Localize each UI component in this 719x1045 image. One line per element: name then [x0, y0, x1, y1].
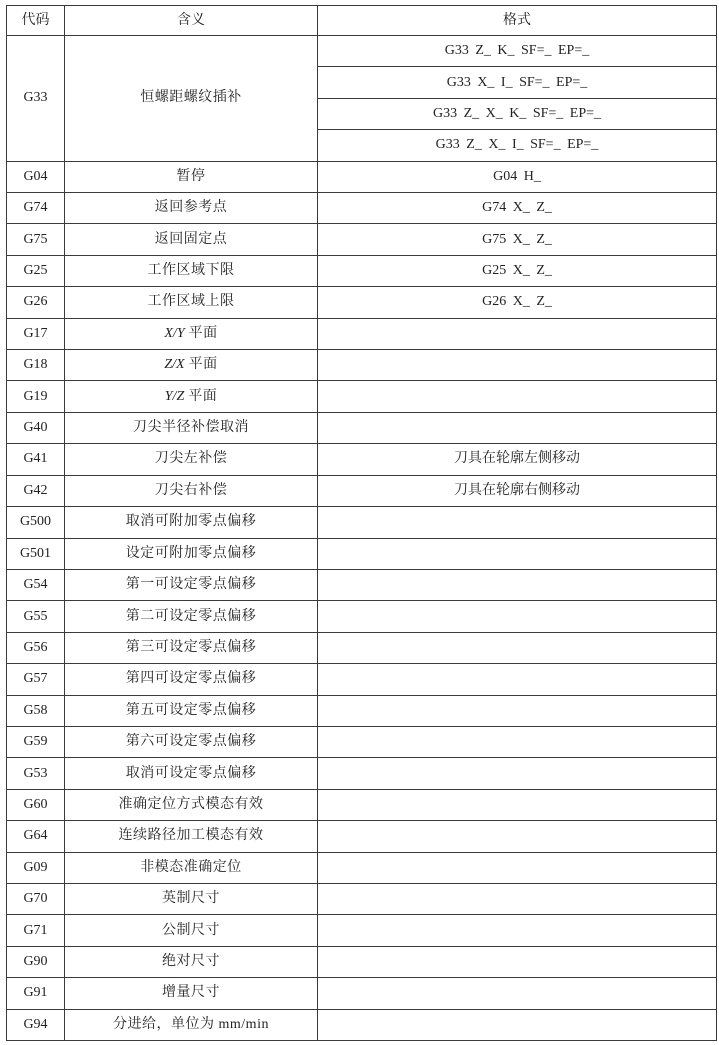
format-cell: [318, 978, 717, 1009]
format-cell: 刀具在轮廓左侧移动: [318, 444, 717, 475]
table-row: [7, 821, 717, 852]
format-cell: [318, 538, 717, 569]
format-cell: [318, 569, 717, 600]
format-cell: [318, 883, 717, 914]
code-cell: G500: [7, 507, 65, 538]
code-cell: G18: [7, 350, 65, 381]
header-code: 代码: [7, 6, 65, 36]
format-cell: [318, 915, 717, 946]
code-cell: G55: [7, 601, 65, 632]
code-cell: G64: [7, 821, 65, 852]
format-cell: [318, 318, 717, 349]
format-cell: [318, 758, 717, 789]
table-row: [7, 255, 717, 286]
meaning-cell: 绝对尺寸: [65, 946, 318, 977]
table-row: [7, 287, 717, 318]
table-row: [7, 475, 717, 506]
meaning-cell: 非模态准确定位: [65, 852, 318, 883]
table-row: [7, 193, 717, 224]
format-cell: [318, 821, 717, 852]
meaning-cell: 刀尖左补偿: [65, 444, 318, 475]
code-cell: G501: [7, 538, 65, 569]
format-cell: [318, 1009, 717, 1040]
meaning-cell: 第四可设定零点偏移: [65, 664, 318, 695]
table-row: [7, 883, 717, 914]
code-cell: G25: [7, 255, 65, 286]
format-cell: [318, 695, 717, 726]
code-cell: G09: [7, 852, 65, 883]
table-row: [7, 381, 717, 412]
code-cell: G57: [7, 664, 65, 695]
table-row: [7, 1009, 717, 1040]
code-cell: G74: [7, 193, 65, 224]
meaning-cell: 第一可设定零点偏移: [65, 569, 318, 600]
code-cell: G42: [7, 475, 65, 506]
table-body: [7, 36, 717, 1041]
format-cell: [318, 601, 717, 632]
code-cell: G71: [7, 915, 65, 946]
meaning-cell: 第二可设定零点偏移: [65, 601, 318, 632]
meaning-cell: [65, 381, 318, 412]
meaning-cell: 第三可设定零点偏移: [65, 632, 318, 663]
format-cell: G04 H_: [318, 161, 717, 192]
format-cell: [318, 946, 717, 977]
format-cell: G33 X_ I_ SF=_ EP=_: [318, 67, 717, 98]
format-cell: [318, 664, 717, 695]
table-row: [7, 507, 717, 538]
format-cell: [318, 726, 717, 757]
table-row: [7, 444, 717, 475]
table-row: [7, 946, 717, 977]
format-cell: G33 Z_ X_ K_ SF=_ EP=_: [318, 98, 717, 129]
code-cell: G33: [7, 36, 65, 162]
code-cell: G40: [7, 412, 65, 443]
table-row: [7, 915, 717, 946]
meaning-cell: 恒螺距螺纹插补: [65, 36, 318, 162]
meaning-text: 平面: [188, 325, 218, 341]
meaning-axes: Y/Z: [164, 388, 185, 404]
table-row: [7, 726, 717, 757]
table-row: [7, 978, 717, 1009]
meaning-cell: 暂停: [65, 161, 318, 192]
code-cell: G91: [7, 978, 65, 1009]
format-cell: G75 X_ Z_: [318, 224, 717, 255]
table-row: [7, 224, 717, 255]
format-cell: [318, 507, 717, 538]
code-cell: G75: [7, 224, 65, 255]
meaning-cell: 刀尖右补偿: [65, 475, 318, 506]
table-row: [7, 601, 717, 632]
code-cell: G59: [7, 726, 65, 757]
table-row: [7, 318, 717, 349]
meaning-cell: 英制尺寸: [65, 883, 318, 914]
meaning-text: 平面: [188, 388, 218, 404]
meaning-axes: Z/X: [164, 357, 185, 373]
format-cell: [318, 412, 717, 443]
table-row: [7, 695, 717, 726]
meaning-cell: 取消可设定零点偏移: [65, 758, 318, 789]
header-meaning: 含义: [65, 6, 318, 36]
format-cell: [318, 381, 717, 412]
meaning-cell: 分进给，单位为 mm/min: [65, 1009, 318, 1040]
meaning-axes: X/Y: [164, 325, 185, 341]
meaning-cell: 设定可附加零点偏移: [65, 538, 318, 569]
meaning-cell: 公制尺寸: [65, 915, 318, 946]
format-cell: G74 X_ Z_: [318, 193, 717, 224]
meaning-cell: 工作区域上限: [65, 287, 318, 318]
format-cell: G26 X_ Z_: [318, 287, 717, 318]
meaning-cell: [65, 318, 318, 349]
meaning-cell: [65, 350, 318, 381]
code-cell: G60: [7, 789, 65, 820]
code-cell: G04: [7, 161, 65, 192]
format-cell: G25 X_ Z_: [318, 255, 717, 286]
table-row: [7, 789, 717, 820]
code-cell: G58: [7, 695, 65, 726]
meaning-text: 平面: [188, 357, 218, 373]
meaning-cell: 返回参考点: [65, 193, 318, 224]
format-cell: G33 Z_ X_ I_ SF=_ EP=_: [318, 130, 717, 161]
header-format: 格式: [318, 6, 717, 36]
format-cell: G33 Z_ K_ SF=_ EP=_: [318, 36, 717, 67]
table-row: [7, 632, 717, 663]
format-cell: [318, 632, 717, 663]
code-cell: G94: [7, 1009, 65, 1040]
code-cell: G53: [7, 758, 65, 789]
code-cell: G56: [7, 632, 65, 663]
format-cell: [318, 789, 717, 820]
format-cell: [318, 852, 717, 883]
meaning-cell: 第五可设定零点偏移: [65, 695, 318, 726]
code-cell: G17: [7, 318, 65, 349]
code-cell: G54: [7, 569, 65, 600]
table-row: [7, 350, 717, 381]
meaning-cell: 准确定位方式模态有效: [65, 789, 318, 820]
meaning-cell: 工作区域下限: [65, 255, 318, 286]
table-row: [7, 161, 717, 192]
code-cell: G70: [7, 883, 65, 914]
table-row: [7, 758, 717, 789]
format-cell: [318, 350, 717, 381]
table-row: [7, 538, 717, 569]
header-row: [7, 6, 717, 36]
table-row: [7, 852, 717, 883]
code-cell: G26: [7, 287, 65, 318]
table-row: [7, 664, 717, 695]
table-row: [7, 569, 717, 600]
code-cell: G90: [7, 946, 65, 977]
meaning-cell: 增量尺寸: [65, 978, 318, 1009]
meaning-cell: 连续路径加工模态有效: [65, 821, 318, 852]
format-cell: 刀具在轮廓右侧移动: [318, 475, 717, 506]
meaning-cell: 取消可附加零点偏移: [65, 507, 318, 538]
code-cell: G19: [7, 381, 65, 412]
meaning-cell: 返回固定点: [65, 224, 318, 255]
gcode-table: [6, 5, 717, 1041]
meaning-cell: 第六可设定零点偏移: [65, 726, 318, 757]
table-row: [7, 412, 717, 443]
meaning-cell: 刀尖半径补偿取消: [65, 412, 318, 443]
code-cell: G41: [7, 444, 65, 475]
table-row-g33: [7, 36, 717, 67]
